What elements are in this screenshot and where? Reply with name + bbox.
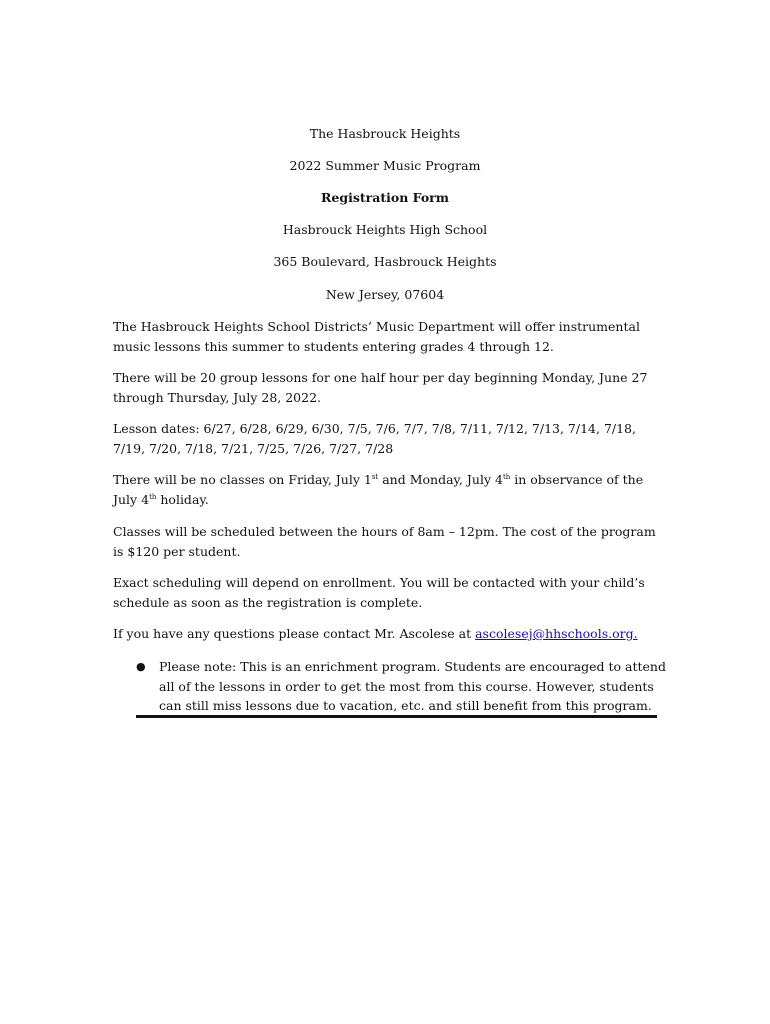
note-text: Please note: This is an enrichment program. Students are encouraged to attend all of the lessons in order to get the most from this course. However, students can still miss lessons due to vacation, etc. and still benefit from this program. — [159, 659, 666, 713]
lesson-dates-text: Lesson dates: 6/27, 6/28, 6/29, 6/30, 7/5, 7/6, 7/7, 7/8, 7/11, 7/12, 7/13, 7/14, 7/18, 7/19, 7/20, 7/18, 7/21, 7/25, 7/26, 7/27, 7/28 — [113, 421, 636, 456]
street-address: 365 Boulevard, Hasbrouck Heights — [273, 254, 497, 269]
enrollment-text: Exact scheduling will depend on enrollment. You will be contacted with your child’s schedule as soon as the registration is complete. — [113, 575, 645, 610]
school-name: Hasbrouck Heights High School — [282, 222, 488, 237]
contact-text: If you have any questions please contact Mr. Ascolese at ascolesej@hhschools.org. — [113, 626, 638, 641]
intro-paragraph — [113, 317, 661, 356]
state-zip: New Jersey, 07604 — [325, 287, 445, 302]
org-title: The Hasbrouck Heights — [309, 126, 461, 141]
enrollment-paragraph — [113, 573, 661, 612]
form-title: Registration Form — [321, 190, 449, 205]
program-title: 2022 Summer Music Program — [289, 158, 481, 173]
bullet-icon: ● — [136, 660, 146, 673]
email-link[interactable]: ascolesej@hhschools.org. — [475, 626, 638, 641]
contact-paragraph — [113, 624, 661, 644]
horizontal-rule — [136, 715, 657, 718]
lesson-dates-paragraph — [113, 419, 661, 458]
schedule-text: There will be 20 group lessons for one half hour per day beginning Monday, June 27 through Thursday, July 28, 2022. — [113, 370, 648, 405]
no-classes-text: There will be no classes on Friday, July 1st and Monday, July 4th in observance of the July 4th holiday. — [113, 472, 644, 507]
cost-paragraph — [113, 522, 661, 561]
schedule-paragraph — [113, 368, 661, 407]
cost-text: Classes will be scheduled between the hours of 8am – 12pm. The cost of the program is $120 per student. — [113, 524, 656, 559]
intro-text: The Hasbrouck Heights School Districts’ Music Department will offer instrumental music lessons this summer to students entering grades 4 through 12. — [113, 319, 640, 354]
no-classes-paragraph — [113, 470, 661, 509]
